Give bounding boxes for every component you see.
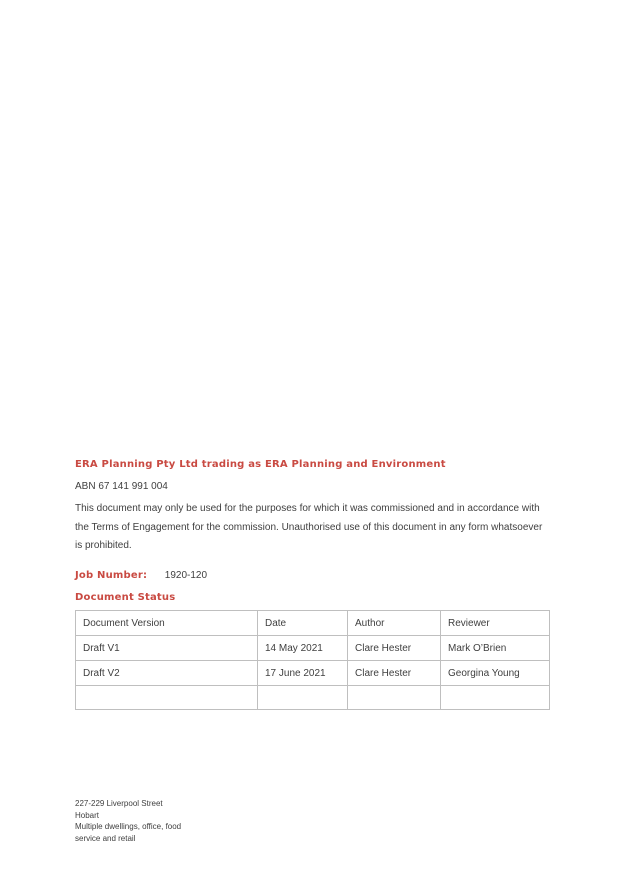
table-cell: Clare Hester: [348, 661, 441, 686]
column-header-date: Date: [258, 611, 348, 636]
table-row: [76, 686, 550, 710]
disclaimer-paragraph: This document may only be used for the purposes for which it was commissioned and in accordance with the Terms of Engagement for the commission. Unauthorised use of this document in any form whatsoever is prohibited.: [75, 503, 543, 551]
abn-text: ABN 67 141 991 004: [75, 481, 168, 492]
table-cell: [348, 686, 441, 710]
document-status-table: [75, 610, 550, 710]
job-number-value: 1920-120: [164, 570, 208, 581]
table-row: [76, 636, 550, 661]
footer-line-city: Hobart: [75, 810, 100, 820]
table-cell: Draft V1: [76, 636, 258, 661]
document-status-heading: Document Status: [75, 592, 176, 603]
footer-address-block: [75, 798, 181, 844]
table-cell: Clare Hester: [348, 636, 441, 661]
table-cell: [258, 686, 348, 710]
table-row: [76, 661, 550, 686]
table-cell: Draft V2: [76, 661, 258, 686]
job-number-label: Job Number:: [75, 570, 148, 581]
table-cell: 14 May 2021: [258, 636, 348, 661]
footer-line-use-2: service and retail: [75, 833, 136, 843]
column-header-author: Author: [348, 611, 441, 636]
table-cell: [441, 686, 550, 710]
table-cell: Georgina Young: [441, 661, 550, 686]
footer-line-street: 227-229 Liverpool Street: [75, 799, 163, 808]
job-number-row: [75, 570, 207, 581]
table-cell: 17 June 2021: [258, 661, 348, 686]
table-cell: [76, 686, 258, 710]
table-header-row: [76, 611, 550, 636]
column-header-reviewer: Reviewer: [441, 611, 550, 636]
footer-line-use-1: Multiple dwellings, office, food: [75, 822, 182, 831]
company-heading: ERA Planning Pty Ltd trading as ERA Planning and Environment: [75, 459, 446, 470]
column-header-document-version: Document Version: [76, 611, 258, 636]
table-cell: Mark O’Brien: [441, 636, 550, 661]
status-table-body: [76, 636, 550, 710]
